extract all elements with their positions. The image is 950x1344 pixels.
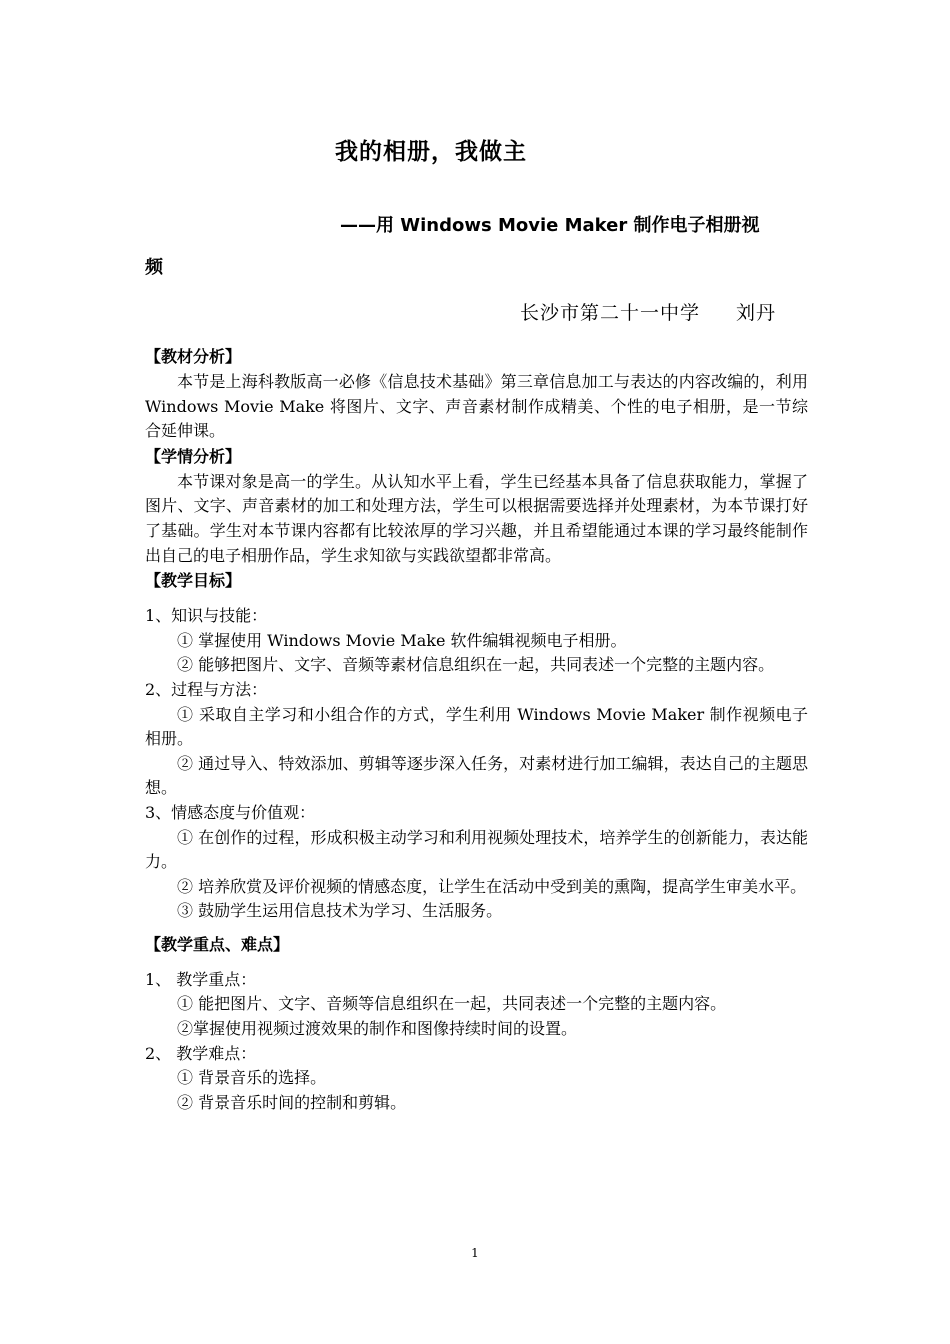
document-subtitle: ——用 Windows Movie Maker 制作电子相册视 — [340, 215, 760, 236]
goal-attitude-item-3: ③ 鼓励学生运用信息技术为学习、生活服务。 — [177, 901, 503, 921]
document-title: 我的相册，我做主 — [335, 139, 527, 165]
section-heading-keypoints: 【教学重点、难点】 — [145, 934, 290, 954]
section-heading-students: 【学情分析】 — [145, 446, 242, 466]
document-subtitle-continuation: 频 — [145, 257, 163, 278]
goal-attitude-item-1: ① 在创作的过程，形成积极主动学习和利用视频处理技术，培养学生的创新能力，表达能力。 — [145, 827, 808, 872]
author-name: 刘丹 — [736, 302, 777, 324]
author-line — [520, 298, 776, 325]
goal-attitude: 3、情感态度与价值观： — [145, 802, 316, 822]
goal-attitude-item-2: ② 培养欣赏及评价视频的情感态度，让学生在活动中受到美的熏陶，提高学生审美水平。 — [177, 876, 807, 896]
document-body — [145, 344, 808, 1115]
goal-process-item-2: ② 通过导入、特效添加、剪辑等逐步深入任务，对素材进行加工编辑，表达自己的主题思想。 — [145, 753, 808, 798]
section-heading-goals: 【教学目标】 — [145, 571, 242, 591]
page-number: 1 — [471, 1246, 479, 1260]
goal-process-item-1: ① 采取自主学习和小组合作的方式，学生利用 Windows Movie Maker 制作视频电子相册。 — [145, 704, 808, 749]
goal-knowledge-item-1: ① 掌握使用 Windows Movie Make 软件编辑视频电子相册。 — [177, 630, 627, 650]
keypoint-focus: 1、 教学重点： — [145, 969, 257, 989]
material-paragraph: 本节是上海科教版高一必修《信息技术基础》第三章信息加工与表达的内容改编的，利用 Windows Movie Make 将图片、文字、声音素材制作成精美、个性的电子相册，是一节综合延伸课。 — [145, 372, 808, 441]
keypoint-difficulty-item-1: ① 背景音乐的选择。 — [177, 1068, 327, 1088]
keypoint-difficulty-item-2: ② 背景音乐时间的控制和剪辑。 — [177, 1092, 407, 1112]
goal-process: 2、过程与方法： — [145, 679, 268, 699]
keypoint-difficulty: 2、 教学难点： — [145, 1043, 257, 1063]
section-heading-material: 【教材分析】 — [145, 347, 242, 366]
author-school: 长沙市第二十一中学 — [520, 302, 701, 324]
goal-knowledge: 1、知识与技能： — [145, 606, 268, 626]
goal-knowledge-item-2: ② 能够把图片、文字、音频等素材信息组织在一起，共同表述一个完整的主题内容。 — [177, 655, 775, 675]
students-paragraph: 本节课对象是高一的学生。从认知水平上看，学生已经基本具备了信息获取能力，掌握了图片、文字、声音素材的加工和处理方法，学生可以根据需要选择并处理素材，为本节课打好了基础。学生对本节课内容都有比较浓厚的学习兴趣，并且希望能通过本课的学习最终能制作出自己的电子相册作品，学生求知欲与实践欲望都非常高。 — [145, 471, 808, 565]
keypoint-focus-item-2: ②掌握使用视频过渡效果的制作和图像持续时间的设置。 — [177, 1019, 578, 1039]
keypoint-focus-item-1: ① 能把图片、文字、音频等信息组织在一起，共同表述一个完整的主题内容。 — [177, 994, 727, 1014]
